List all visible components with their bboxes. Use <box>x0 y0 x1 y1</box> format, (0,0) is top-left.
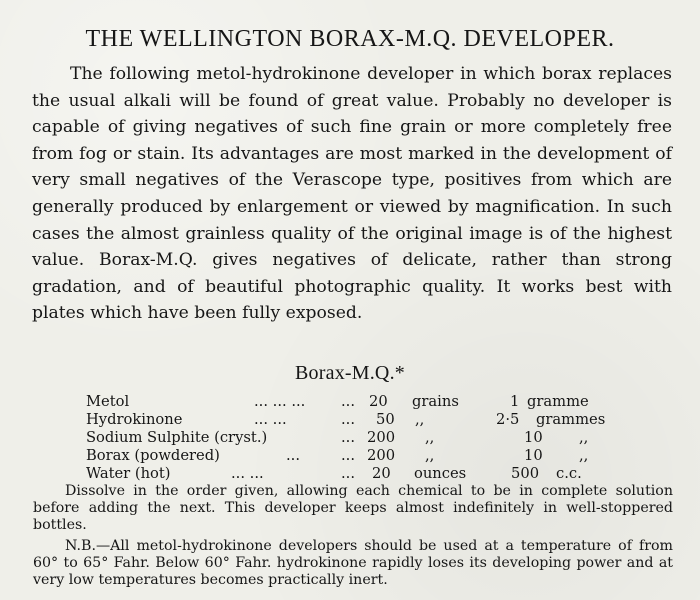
ingredient-amount: 200 <box>367 429 396 447</box>
ingredient-amount: 200 <box>367 447 396 465</box>
ingredient-row <box>86 411 646 429</box>
document-title: THE WELLINGTON BORAX-M.Q. DEVELOPER. <box>85 26 615 52</box>
ingredient-name: Hydrokinone <box>86 411 183 429</box>
ingredient-name: Metol <box>86 393 130 410</box>
ingredient-row <box>86 465 646 483</box>
ingredient-row <box>86 447 646 465</box>
ingredient-metric-unit: gramme <box>527 393 589 410</box>
ingredient-name: Sodium Sulphite (cryst.) <box>86 429 268 447</box>
ingredient-amount: 20 <box>372 465 391 483</box>
ingredient-metric-unit: grammes <box>536 411 606 429</box>
ingredient-unit: grains <box>412 393 459 410</box>
ingredient-leaders: ... <box>286 447 301 465</box>
intro-paragraph: The following metol-hydrokinone developer in which borax replaces the usual alkali will be found of great value. Probably no developer is capable of giving negatives of such fine grain or more completely free from fog or stain. Its advantages are most marked in the development of very small negatives of the Verascope type, positives from which are generally produced by enlargement or viewed by magnification. In such cases the almost grainless quality of the original image is of the highest value. Borax-M.Q. gives negatives of delicate, rather than strong gradation, and of beautiful photographic quality. It works best with plates which have been fully exposed. <box>32 64 672 324</box>
ingredient-metric-amount: 500 <box>511 465 540 483</box>
ingredient-metric-unit: ,, <box>579 447 589 465</box>
ingredients-table <box>86 393 646 483</box>
ingredient-leaders: ... ... <box>254 411 287 429</box>
ingredient-leaders: ... ... ... <box>254 393 306 410</box>
ingredient-metric-amount: 1 <box>510 393 520 410</box>
ingredient-metric-unit: c.c. <box>556 465 582 483</box>
ingredient-unit: ,, <box>425 447 435 465</box>
formula-title: Borax-M.Q.* <box>295 362 405 384</box>
instructions-paragraph: Dissolve in the order given, allowing each chemical to be in complete solution before adding the next. This developer keeps almost indefinitely in well-stoppered bottles. <box>33 483 673 533</box>
ingredient-amount: 50 <box>376 411 395 429</box>
ingredient-leaders: ... ... <box>231 465 264 483</box>
ingredient-metric-unit: ,, <box>579 429 589 447</box>
ingredient-metric-amount: 2·5 <box>496 411 520 429</box>
ingredient-dots: ... <box>341 447 356 465</box>
ingredient-dots: ... <box>341 465 356 483</box>
ingredient-metric-amount: 10 <box>524 429 543 447</box>
ingredient-dots: ... <box>341 411 356 429</box>
ingredient-amount: 20 <box>369 393 388 410</box>
ingredient-name: Borax (powdered) <box>86 447 220 465</box>
ingredient-dots: ... <box>341 393 356 410</box>
ingredient-row <box>86 429 646 447</box>
notes-section <box>33 483 673 589</box>
ingredient-dots: ... <box>341 429 356 447</box>
ingredient-row <box>86 393 646 411</box>
ingredient-name: Water (hot) <box>86 465 171 483</box>
ingredient-unit: ,, <box>425 429 435 447</box>
ingredient-unit: ounces <box>414 465 467 483</box>
ingredient-unit: ,, <box>415 411 425 429</box>
ingredient-metric-amount: 10 <box>524 447 543 465</box>
note-paragraph: N.B.—All metol-hydrokinone developers should be used at a temperature of from 60° to 65° Fahr. Below 60° Fahr. hydrokinone rapidly loses its developing power and at very low temperatures becomes practically inert. <box>33 538 673 588</box>
